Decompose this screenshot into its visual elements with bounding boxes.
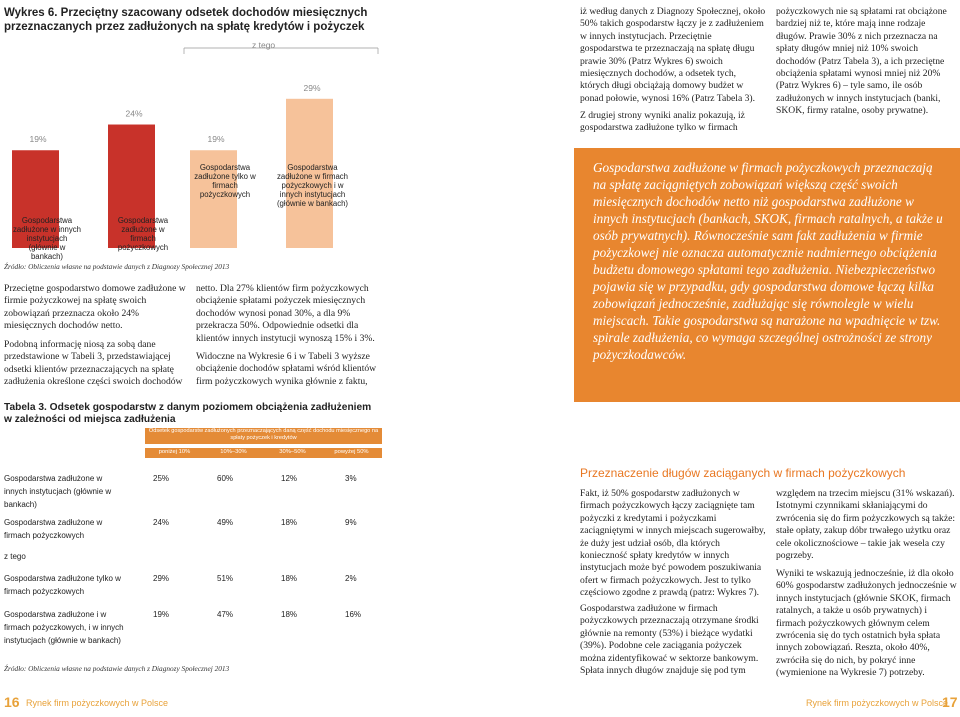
pullquote-text: Gospodarstwa zadłużone w firmach pożyczkowych przeznaczają na spłatę zaciągniętych zobowiązań większą część swoich miesięcznych dochodów netto niż gospodarstwa zadłużone w innych instytucjach (bankach, SKOK, firmach ratalnych, a także u osób prywatnych). Równocześnie sam fakt zadłużenia w firmie pożyczkowej nie oznacza automatycznie nadmiernego obciążenia budżetu domowego spłatami tego zadłużenia. Niebezpieczeństwo pojawia się w przypadku, gdy gospodarstwa domowe łączą kilka zobowiązań jednocześnie, zadłużając się równolegle w wielu miejscach. Takie gospodarstwa są narażone na wpadnięcie w tzw. spirale zadłużenia, co wymaga szczególnej ostrożności ze strony pożyczkodawców.	[593, 160, 943, 362]
subgroup-label: z tego	[252, 40, 276, 50]
right-col2-lower-1: względem na trzecim miejscu (31% wskazań). Istotnymi czynnikami skłaniającymi do zwrócenia się do firm pożyczkowych są także: stałe opłaty, zakup dóbr trwałego użytku oraz cele okolicznościowe – takie jak wesela czy pogrzeby.	[776, 488, 956, 562]
page-number-left: 16	[4, 694, 20, 710]
page-number-right: 17	[942, 694, 958, 710]
table-cell: 51%	[217, 574, 234, 583]
table-cell: 60%	[217, 474, 234, 483]
table-cell: 47%	[217, 610, 234, 619]
footer-title-left: Rynek firm pożyczkowych w Polsce	[26, 698, 169, 708]
bar-value-label: 24%	[125, 108, 143, 119]
table-cell: 19%	[153, 610, 170, 619]
bar-value-label: 19%	[29, 134, 47, 145]
table-cell: 3%	[345, 474, 357, 483]
bar-value-label: 29%	[303, 82, 321, 93]
left-para-1: Przeciętne gospodarstwo domowe zadłużone w firmie pożyczkowej na spłatę swoich zobowiązań przeznacza około 24% miesięcznych dochodów netto.	[4, 283, 186, 332]
table-cell: 12%	[281, 474, 298, 483]
section-heading: Przeznaczenie długów zaciąganych w firmach pożyczkowych	[580, 466, 906, 480]
table-cell: 9%	[345, 518, 357, 527]
right-col1-lower-1: Fakt, iż 50% gospodarstw zadłużonych w firmach pożyczkowych łączy zaciągnięte tam pożyczki z kredytami i pożyczkami zaciągniętymi w innych miejscach sugerowałby, że duży jest udział osób, dla których konieczność spłaty kredytów w innych instytucjach może być powodem poszukiwania ofert w firmach pożyczkowych. Jest to tylko częściowo zgodne z prawdą (patrz: Wykres 7).	[580, 488, 766, 599]
col-head-2: 10%–30%	[220, 449, 247, 455]
right-col1-para-2: Z drugiej strony wyniki analiz pokazują, iż gospodarstwa zadłużone tylko w firmach	[580, 110, 745, 134]
table-cell: 18%	[281, 518, 298, 527]
footer-title-right: Rynek firm pożyczkowych w Polsce	[806, 698, 949, 708]
table-header-text: Odsetek gospodarstw zadłużonych przeznaczających daną część dochodu miesięcznego na spłaty pożyczek i kredytów	[148, 428, 379, 442]
bar-label-4: Gospodarstwa zadłużone w firmach pożyczkowych i w innych instytucjach (głównie w bankach)	[276, 163, 349, 208]
table-cell: 25%	[153, 474, 170, 483]
left-para-3: netto. Dla 27% klientów firm pożyczkowych obciążenie spłatami pożyczek miesięcznych dochodów wynosi ponad 30%, a dla 9% przekracza 50%. Odpowiednie odsetki dla klientów innych instytucji wynoszą 15% i 3%.	[196, 283, 375, 344]
table-cell: 2%	[345, 574, 357, 583]
bar-label-1: Gospodarstwa zadłużone w innych instytucjach (głównie w bankach)	[12, 216, 82, 261]
table-row-label: Gospodarstwa zadłużone w firmach pożyczkowych	[4, 518, 103, 540]
figure-title: Wykres 6. Przeciętny szacowany odsetek dochodów miesięcznych przeznaczanych przez zadłużonych na spłatę kredytów i pożyczek	[4, 7, 368, 33]
col-head-1: poniżej 10%	[158, 449, 191, 455]
right-col2-para: pożyczkowych nie są spłatami rat obciążone bardziej niż te, które mają inne rodzaje długów. Prawie 30% z nich przeznacza na spłaty długów mniej niż 10% swoich dochodów (Patrz Tabela 3), a ich przeciętne obciążenia spłatami wynosi mniej niż 20% (Patrz Wykres 6) – tyle samo, ile osób zadłużonych w innych instytucjach (banki, SKOK, firmy ratalne, osoby prywatne).	[776, 6, 947, 117]
table-row-label: Gospodarstwa zadłużone w innych instytucjach (głównie w bankach)	[4, 474, 112, 509]
table-row-label: Gospodarstwa zadłużone i w firmach pożyczkowych, i w innych instytucjach (głównie w bankach)	[4, 610, 124, 645]
right-col2-lower-2: Wyniki te wskazują jednocześnie, iż dla około 60% gospodarstw zadłużonych jednocześnie w innych instytucjach (głównie SKOK, firmach ratalnych, a także u osób prywatnych) i firmach pożyczkowych głównym celem zwrócenia się do tych ostatnich była spłata innych zobowiązań. Reszta, około 40%, zwróciła się do nich, by pokryć inne (wymienione na Wykresie 7) potrzeby.	[776, 568, 957, 679]
col-head-4: powyżej 50%	[334, 449, 369, 455]
right-col1-para-1: iż według danych z Diagnozy Społecznej, około 50% takich gospodarstw łączy je z zadłużeniem w innych instytucjach. Przeciętnie gospodarstwa te przeznaczają na spłatę długu prawie 30% (Patrz Wykres 6) swoich miesięcznych dochodów, a odsetek tych, których długi obciążają domowy budżet w ponad połowie, wynosi 16% (Patrz Tabela 3).	[580, 6, 766, 104]
bar-value-label: 19%	[207, 134, 225, 145]
table-cell: 49%	[217, 518, 234, 527]
table-title: Tabela 3. Odsetek gospodarstw z danym poziomem obciążenia zadłużeniem w zależności od miejsca zadłużenia	[4, 402, 372, 425]
table-row-label: Gospodarstwa zadłużone tylko w firmach pożyczkowych	[4, 574, 121, 596]
col-head-3: 30%–50%	[279, 449, 306, 455]
left-para-4: Widoczne na Wykresie 6 i w Tabeli 3 wyższe obciążenie dochodów spłatami wśród klientów firm pożyczkowych wynika głównie z faktu,	[196, 351, 377, 387]
left-para-2: Podobną informację niosą za sobą dane przedstawione w Tabeli 3, przedstawiającej odsetki klientów przeznaczających na spłatę zadłużenia określone części swoich dochodów	[4, 339, 183, 388]
bar-label-2: Gospodarstwa zadłużone w firmach pożyczkowych	[117, 216, 169, 252]
bar-label-3: Gospodarstwa zadłużone tylko w firmach pożyczkowych	[194, 163, 256, 199]
table-row-label: z tego	[4, 552, 26, 561]
table-cell: 29%	[153, 574, 170, 583]
table-cell: 16%	[345, 610, 362, 619]
chart-source: Źródło: Obliczenia własne na podstawie danych z Diagnozy Społecznej 2013	[4, 262, 230, 271]
table-source: Źródło: Obliczenia własne na podstawie danych z Diagnozy Społecznej 2013	[4, 664, 230, 673]
table-cell: 18%	[281, 574, 298, 583]
table-cell: 24%	[153, 518, 170, 527]
right-col1-lower-2: Gospodarstwa zadłużone w firmach pożyczkowych przeznaczają otrzymane środki głównie na remonty (53%) i bieżące wydatki (39%). Podobne cele zaciągania pożyczek można zidentyfikować w sektorze bankowym. Spłata innych długów znajduje się pod tym	[580, 603, 759, 677]
table-cell: 18%	[281, 610, 298, 619]
